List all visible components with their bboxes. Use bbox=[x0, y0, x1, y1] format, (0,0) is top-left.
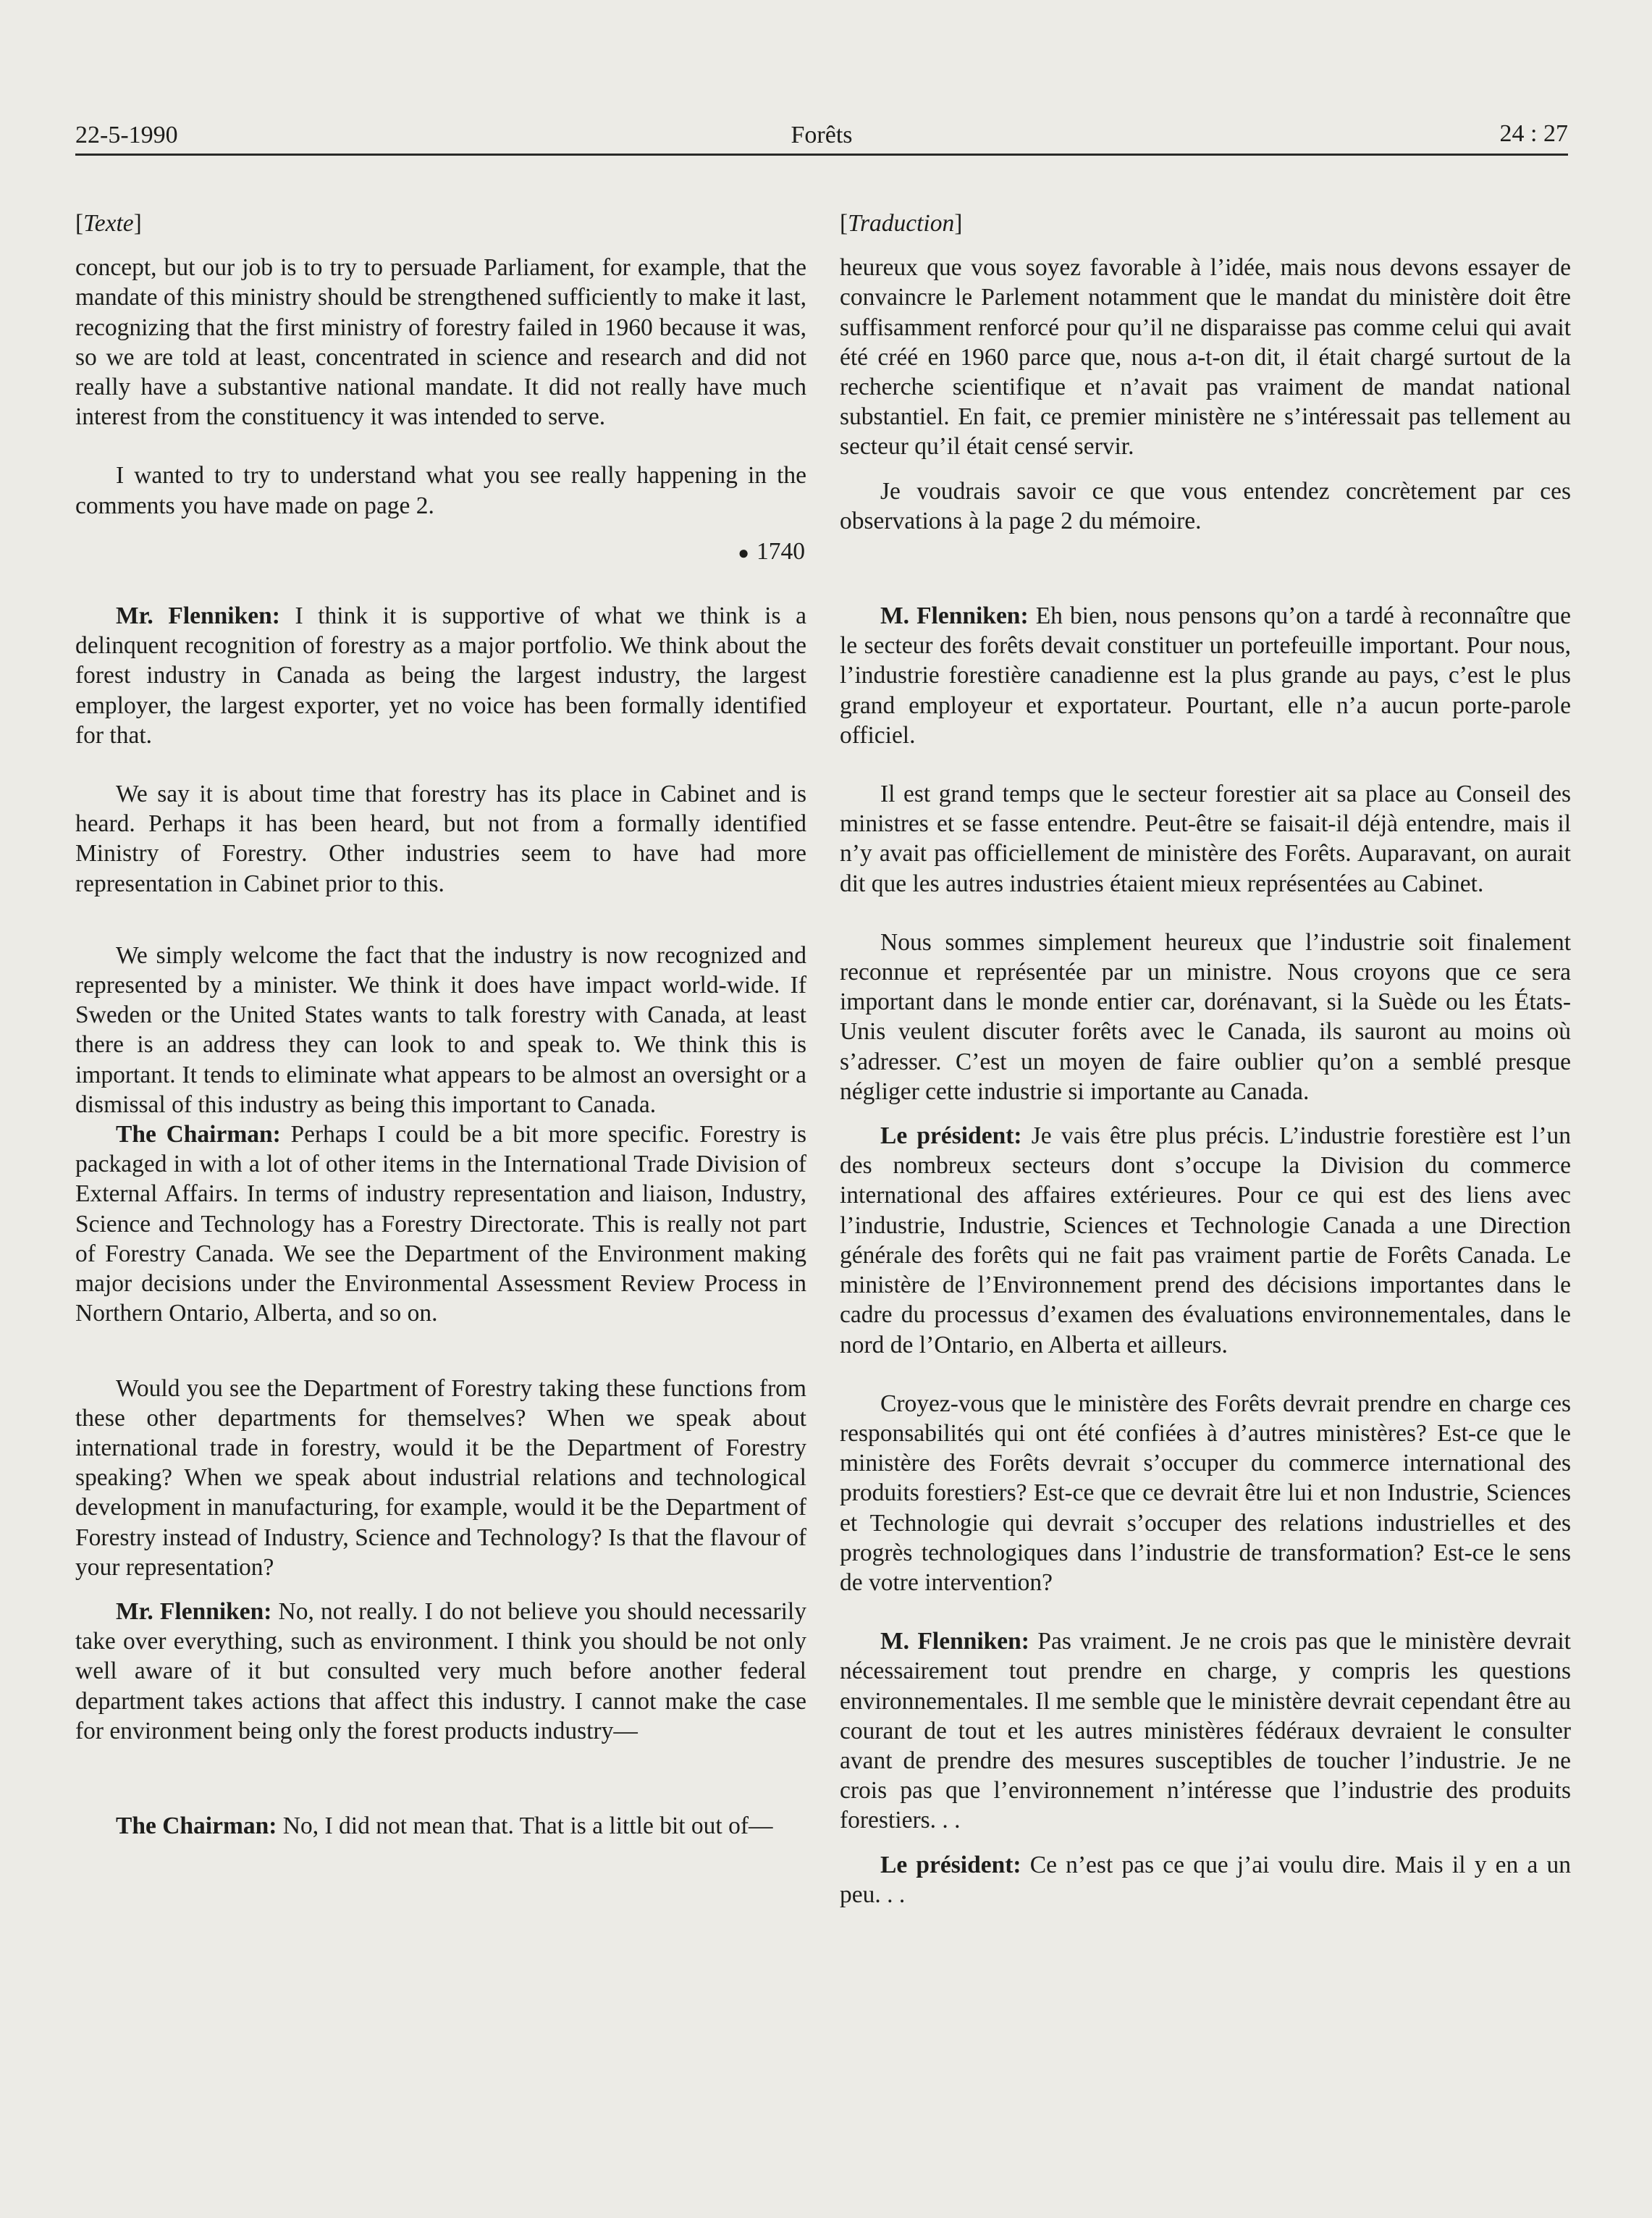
left-column-english bbox=[75, 209, 806, 1841]
speaker-name: The Chairman: bbox=[116, 1812, 277, 1839]
paragraph: Le président: Ce n’est pas ce que j’ai voulu dire. Mais il y en a un peu. . . bbox=[840, 1851, 1571, 1908]
bullet-icon: ● bbox=[738, 542, 749, 563]
paragraph: Il est grand temps que le secteur forestier ait sa place au Conseil des ministres et se fasse entendre. Peut-être se faisait-il déjà entendre, mais il n’y avait pas officiellement de ministère des Forêts. Auparavant, on aurait dit que les autres industries étaient mieux représentées au Cabinet. bbox=[840, 781, 1571, 897]
paragraph: I wanted to try to understand what you see really happening in the comments you have made on page 2. bbox=[75, 462, 806, 519]
paragraph: We say it is about time that forestry has its place in Cabinet and is heard. Perhaps it has been heard, but not from a formally identified Ministry of Forestry. Other industries seem to have had more representation in Cabinet prior to this. bbox=[75, 781, 806, 897]
paragraph: concept, but our job is to try to persuade Parliament, for example, that the mandate of this ministry should be strengthened sufficiently to make it last, recognizing that the first ministry of forestry failed in 1960 because it was, so we are told at least, concentrated in science and research and did not really have a substantive national mandate. It did not really have much interest from the constituency it was intended to serve. bbox=[75, 254, 806, 431]
language-tag-traduction: [Traduction] bbox=[840, 210, 963, 237]
paragraph: Croyez-vous que le ministère des Forêts devrait prendre en charge ces responsabilités qui ont été confiées à d’autres ministères? Est-ce que le ministère des Forêts devrait s’occuper du commerce international des produits forestiers? Est-ce que ce devrait être lui et non Industrie, Sciences et Technologie qui devrait s’occuper des relations industrielles et des progrès technologiques dans l’industrie de transformation? Est-ce le sens de votre intervention? bbox=[840, 1390, 1571, 1596]
paragraph: We simply welcome the fact that the industry is now recognized and represented by a minister. We think it does have impact world-wide. If Sweden or the United States wants to talk forestry with Canada, at least there is an address they can look to and speak to. We think this is important. It tends to eliminate what appears to be almost an oversight or a dismissal of this industry as being this important to Canada. bbox=[75, 941, 806, 1118]
paragraph: Would you see the Department of Forestry taking these functions from these other departments for themselves? When we speak about international trade in forestry, would it be the Department of Forestry speaking? When we speak about industrial relations and technological development in manufacturing, for example, would it be the Department of Forestry instead of Industry, Science and Technology? Is that the flavour of your representation? bbox=[75, 1374, 806, 1581]
paragraph: Nous sommes simplement heureux que l’industrie soit finalement reconnue et représentée par un ministre. Nous croyons que ce sera important dans le monde entier car, dorénavant, si la Suède ou les États-Unis veulent discuter forêts avec le Canada, ils sauront au moins où s’adresser. C’est un moyen de faire oublier qu’on a semblé presque négliger cette industrie si importante au Canada. bbox=[840, 928, 1571, 1105]
speaker-name: Le président: bbox=[880, 1122, 1022, 1150]
speaker-name: Mr. Flenniken: bbox=[116, 602, 280, 630]
paragraph: Le président: Je vais être plus précis. L’industrie forestière est l’un des nombreux secteurs dont s’occupe la Division du commerce international des affaires extérieures. Pour ce qui est des liens avec l’industrie, Industrie, Sciences et Technologie Canada a une Direction générale des forêts qui ne fait pas vraiment partie de Forêts Canada. Le ministère de l’Environnement prend des décisions importantes dans le cadre du processus d’examen des évaluations environnementales, dans le nord de l’Ontario, en Alberta et ailleurs. bbox=[840, 1122, 1571, 1358]
header-title: Forêts bbox=[791, 122, 853, 148]
paragraph: Je voudrais savoir ce que vous entendez concrètement par ces observations à la page 2 du mémoire. bbox=[840, 477, 1571, 534]
speaker-name: M. Flenniken: bbox=[880, 1628, 1029, 1655]
speaker-name: Mr. Flenniken: bbox=[116, 1597, 272, 1625]
time-marker: ● 1740 bbox=[738, 537, 805, 565]
header-page-number: 24 : 27 bbox=[1499, 120, 1568, 147]
paragraph: M. Flenniken: Pas vraiment. Je ne crois pas que le ministère devrait nécessairement tout prendre en charge, y compris les questions environnementales. Il me semble que le ministère devrait cependant être au courant de tout et les autres ministères fédéraux devraient le consulter avant de prendre des mesures susceptibles de toucher l’industrie. Je ne crois pas que l’environnement n’intéresse que l’industrie des produits forestiers. . . bbox=[840, 1628, 1571, 1834]
speaker-name: The Chairman: bbox=[116, 1121, 281, 1148]
paragraph: heureux que vous soyez favorable à l’idée, mais nous devons essayer de convaincre le Parlement notamment que le mandat du ministère doit être suffisamment renforcé pour qu’il ne disparaisse pas comme celui qui avait été créé en 1960 parce que, nous a-t-on dit, il était chargé surtout de la recherche scientifique et n’avait pas vraiment de mandat national substantiel. En fait, ce premier ministère ne s’intéressait pas tellement au secteur qu’il était censé servir. bbox=[840, 254, 1571, 461]
paragraph: The Chairman: No, I did not mean that. That is a little bit out of— bbox=[116, 1812, 773, 1839]
paragraph: Mr. Flenniken: No, not really. I do not believe you should necessarily take over everything, such as environment. I think you should be not only well aware of it but consulted very much before another federal department takes actions that affect this industry. I cannot make the case for environment being only the forest products industry— bbox=[75, 1597, 806, 1744]
paragraph: Mr. Flenniken: I think it is supportive of what we think is a delinquent recognition of forestry as a major portfolio. We think about the forest industry in Canada as being the largest industry, the largest employer, the largest exporter, yet no voice has been formally identified for that. bbox=[75, 602, 806, 749]
paragraph: The Chairman: Perhaps I could be a bit more specific. Forestry is packaged in with a lot of other items in the International Trade Division of External Affairs. In terms of industry representation and liaison, Industry, Science and Technology has a Forestry Directorate. This is really not part of Forestry Canada. We see the Department of the Environment making major decisions under the Environmental Assessment Review Process in Northern Ontario, Alberta, and so on. bbox=[75, 1121, 806, 1327]
page-header bbox=[75, 109, 1568, 156]
right-column-french bbox=[840, 209, 1571, 1910]
header-date: 22-5-1990 bbox=[75, 122, 178, 148]
speaker-name: Le président: bbox=[880, 1851, 1021, 1878]
speaker-name: M. Flenniken: bbox=[880, 602, 1029, 630]
language-tag-texte: [Texte] bbox=[75, 210, 142, 237]
paragraph: M. Flenniken: Eh bien, nous pensons qu’on a tardé à reconnaître que le secteur des forêts devait constituer un portefeuille important. Pour nous, l’industrie forestière canadienne est la plus grande au pays, c’est le plus grand employeur et exportateur. Pourtant, elle n’a aucun porte-parole officiel. bbox=[840, 602, 1571, 749]
